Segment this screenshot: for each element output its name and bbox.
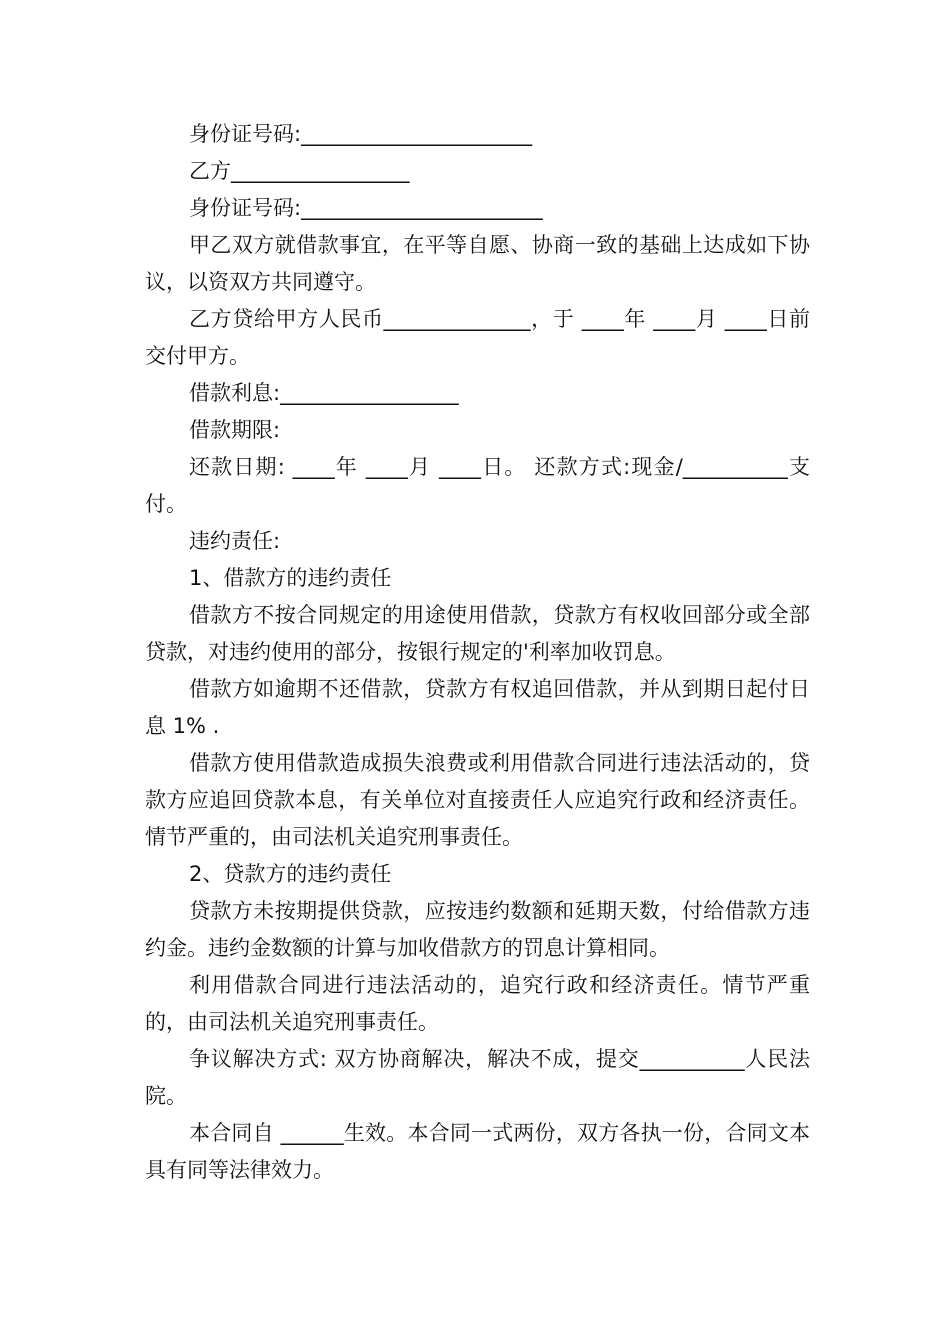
breach-liability-heading: 违约责任: bbox=[189, 529, 281, 553]
loan-term-line: 借款期限: bbox=[189, 418, 281, 442]
loan-amount-clause: 乙方贷给甲方人民币______________，于 ____年 ____月 ____日前交付甲方。 bbox=[145, 307, 810, 368]
borrower-clause-1: 借款方不按合同规定的用途使用借款，贷款方有权收回部分或全部贷款，对违约使用的部分，按银行规定的'利率加收罚息。 bbox=[145, 603, 810, 664]
lender-clause-1: 贷款方未按期提供贷款，应按违约数额和延期天数，付给借款方违约金。违约金数额的计算与加收借款方的罚息计算相同。 bbox=[145, 899, 810, 960]
borrower-clause-2: 借款方如逾期不还借款，贷款方有权追回借款，并从到期日起付日息 1% . bbox=[145, 677, 810, 738]
lender-clause-2: 利用借款合同进行违法活动的，追究行政和经济责任。情节严重的，由司法机关追究刑事责任。 bbox=[145, 973, 810, 1034]
repayment-clause: 还款日期: ____年 ____月 ____日。 还款方式:现金/__________支付。 bbox=[145, 455, 810, 516]
id-number-line-1: 身份证号码:______________________ bbox=[189, 122, 533, 146]
dispute-resolution-clause: 争议解决方式: 双方协商解决，解决不成，提交__________人民法院。 bbox=[145, 1047, 810, 1108]
party-b-line: 乙方_________________ bbox=[189, 159, 410, 183]
lender-liability-heading: 2、贷款方的违约责任 bbox=[189, 862, 392, 886]
document-body bbox=[145, 116, 810, 1189]
effectiveness-clause: 本合同自 ______生效。本合同一式两份，双方各执一份，合同文本具有同等法律效力。 bbox=[145, 1121, 810, 1182]
agreement-intro: 甲乙双方就借款事宜，在平等自愿、协商一致的基础上达成如下协议，以资双方共同遵守。 bbox=[145, 233, 810, 294]
borrower-clause-3: 借款方使用借款造成损失浪费或利用借款合同进行违法活动的，贷款方应追回贷款本息，有关单位对直接责任人应追究行政和经济责任。情节严重的，由司法机关追究刑事责任。 bbox=[145, 751, 810, 849]
id-number-line-2: 身份证号码:_______________________ bbox=[189, 196, 543, 220]
borrower-liability-heading: 1、借款方的违约责任 bbox=[189, 566, 392, 590]
loan-interest-line: 借款利息:_________________ bbox=[189, 381, 459, 405]
